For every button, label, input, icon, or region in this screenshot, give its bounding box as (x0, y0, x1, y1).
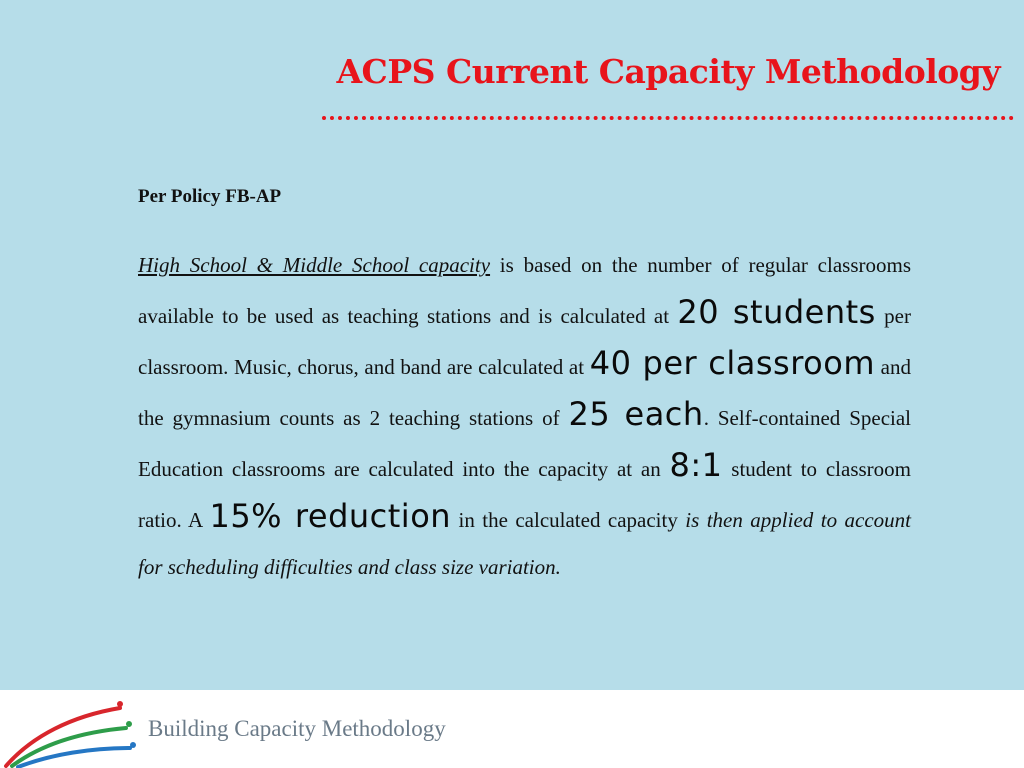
text-segment-2: per classroom. Music, chorus, and band are calculated at (138, 304, 911, 379)
slide-footer (0, 690, 1024, 768)
highlight-15-percent-reduction: 15% reduction (209, 497, 452, 535)
text-segment-5: student to classroom ratio. A (138, 457, 911, 532)
policy-subheading: Per Policy FB-AP (138, 186, 282, 207)
text-segment-4: . Self-contained Special Education classrooms are calculated into the capacity at an (138, 406, 911, 481)
lead-phrase: High School & Middle School capacity (138, 253, 491, 277)
title-dotted-divider (322, 116, 1014, 120)
text-segment-3: and the gymnasium counts as 2 teaching stations of (138, 355, 911, 430)
text-segment-7-italic: is then applied to account for scheduling difficulties and class size variation. (138, 508, 911, 579)
text-segment-6: in the calculated capacity (451, 508, 686, 532)
highlight-20-students: 20 students (677, 293, 876, 331)
highlight-25-each: 25 each (568, 395, 704, 433)
highlight-ratio: 8:1 (669, 446, 723, 484)
capacity-paragraph (138, 242, 911, 591)
slide-title: ACPS Current Capacity Methodology (336, 52, 1000, 91)
highlight-40-per-classroom: 40 per classroom (589, 344, 875, 382)
swoosh-logo-icon (2, 696, 138, 768)
text-segment-1: is based on the number of regular classrooms available to be used as teaching stations and is calculated at (138, 253, 911, 328)
footer-title: Building Capacity Methodology (148, 716, 446, 741)
